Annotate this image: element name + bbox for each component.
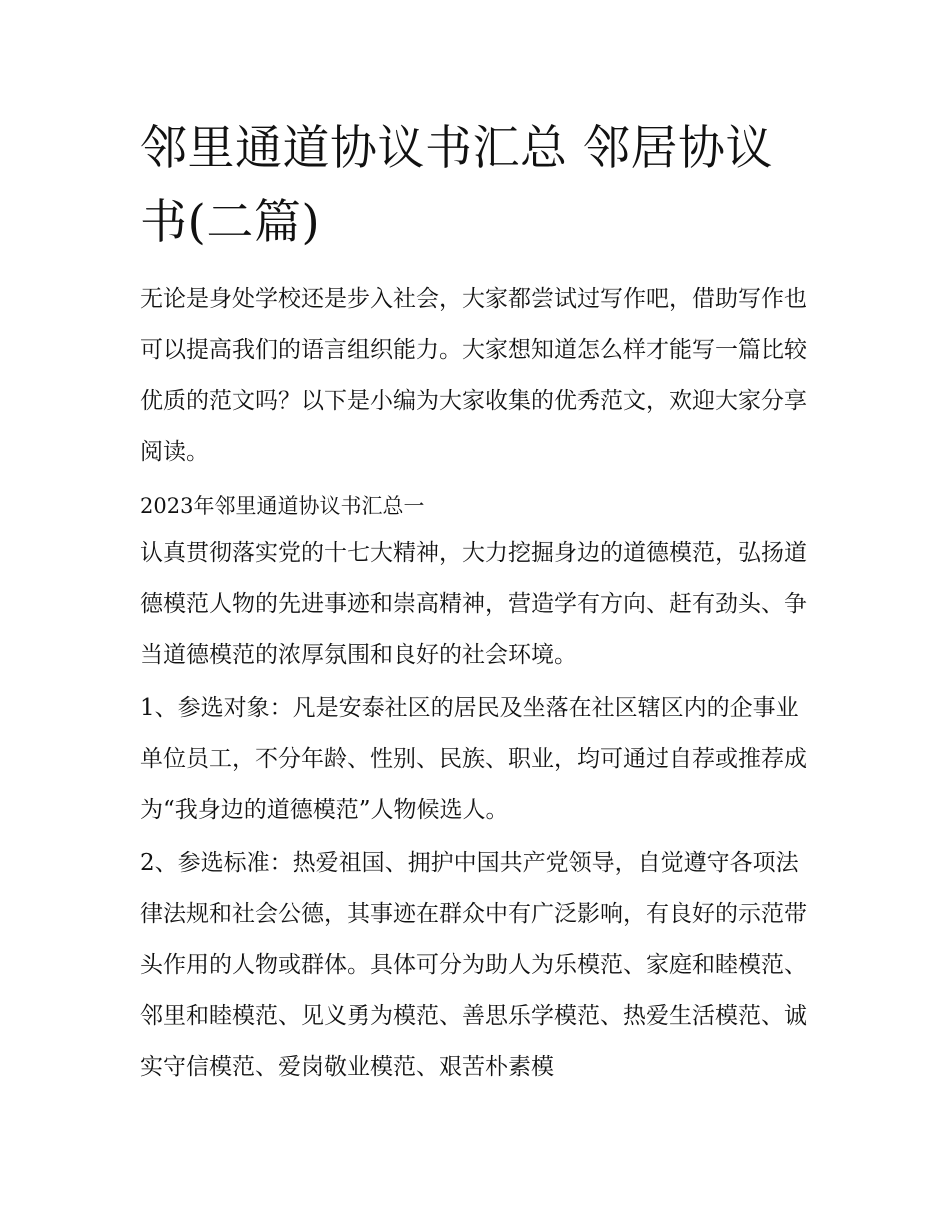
body-paragraph: 2、参选标准：热爱祖国、拥护中国共产党领导，自觉遵守各项法律法规和社会公德，其事迹在群众中有广泛影响，有良好的示范带头作用的人物或群体。具体可分为助人为乐模范、家庭和睦模范、邻里和睦模范、见义勇为模范、善思乐学模范、热爱生活模范、诚实守信模范、爱岗敬业模范、艰苦朴素模 — [140, 850, 807, 1080]
document-title: 邻里通道协议书汇总 邻居协议书(二篇) — [140, 121, 773, 250]
section-heading: 2023年邻里通道协议书汇总一 — [140, 494, 425, 518]
body-paragraph: 1、参选对象：凡是安泰社区的居民及坐落在社区辖区内的企事业单位员工，不分年龄、性别、民族、职业，均可通过自荐或推荐成为“我身边的道德模范”人物候选人。 — [140, 695, 807, 823]
document-page — [140, 112, 820, 1093]
intro-paragraph: 无论是身处学校还是步入社会，大家都尝试过写作吧，借助写作也可以提高我们的语言组织能力。大家想知道怎么样才能写一篇比较优质的范文吗？以下是小编为大家收集的优秀范文，欢迎大家分享阅读。 — [140, 286, 807, 465]
body-paragraph: 认真贯彻落实党的十七大精神，大力挖掘身边的道德模范，弘扬道德模范人物的先进事迹和崇高精神，营造学有方向、赶有劲头、争当道德模范的浓厚氛围和良好的社会环境。 — [140, 540, 807, 668]
